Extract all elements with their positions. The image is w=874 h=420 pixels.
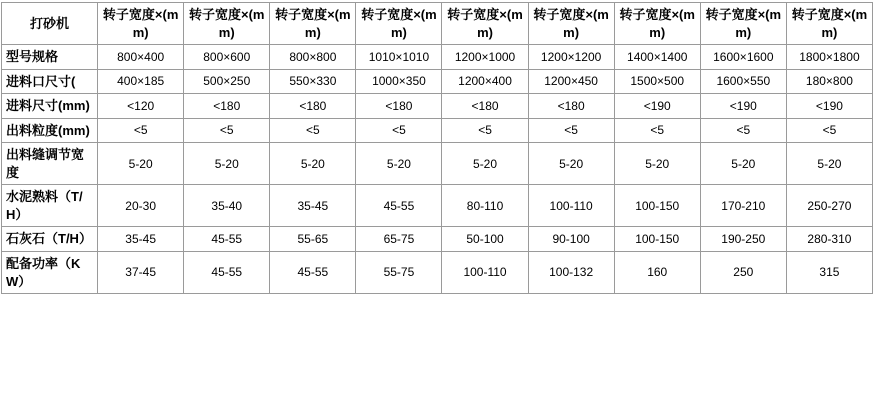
table-cell: <120 — [98, 94, 184, 119]
table-cell: <190 — [700, 94, 786, 119]
table-cell: 5-20 — [98, 143, 184, 185]
column-header: 转子宽度×(mm) — [270, 3, 356, 45]
table-cell: <180 — [356, 94, 442, 119]
table-cell: 5-20 — [442, 143, 528, 185]
row-label: 进料口尺寸( — [2, 69, 98, 94]
table-row — [2, 185, 873, 227]
table-cell: 1000×350 — [356, 69, 442, 94]
row-label: 进料尺寸(mm) — [2, 94, 98, 119]
table-cell: 800×800 — [270, 45, 356, 70]
table-row — [2, 118, 873, 143]
column-header: 转子宽度×(mm) — [442, 3, 528, 45]
table-row — [2, 69, 873, 94]
table-cell: 90-100 — [528, 227, 614, 252]
table-cell: <5 — [614, 118, 700, 143]
table-cell: 5-20 — [528, 143, 614, 185]
table-cell: 1600×1600 — [700, 45, 786, 70]
table-cell: 35-40 — [184, 185, 270, 227]
table-cell: <5 — [98, 118, 184, 143]
table-cell: 1200×1200 — [528, 45, 614, 70]
column-header: 转子宽度×(mm) — [184, 3, 270, 45]
table-corner-label: 打砂机 — [2, 3, 98, 45]
table-cell: <190 — [614, 94, 700, 119]
table-row — [2, 94, 873, 119]
table-cell: 45-55 — [184, 227, 270, 252]
table-cell: 5-20 — [614, 143, 700, 185]
table-cell: 45-55 — [356, 185, 442, 227]
table-cell: <190 — [786, 94, 872, 119]
table-cell: 35-45 — [98, 227, 184, 252]
table-cell: <180 — [528, 94, 614, 119]
row-label: 出料缝调节宽度 — [2, 143, 98, 185]
table-cell: 550×330 — [270, 69, 356, 94]
table-cell: <180 — [442, 94, 528, 119]
table-row — [2, 45, 873, 70]
table-cell: 80-110 — [442, 185, 528, 227]
table-cell: 800×600 — [184, 45, 270, 70]
column-header: 转子宽度×(mm) — [98, 3, 184, 45]
table-cell: 1500×500 — [614, 69, 700, 94]
table-cell: 100-110 — [528, 185, 614, 227]
specification-table — [1, 2, 873, 294]
row-label: 型号规格 — [2, 45, 98, 70]
table-body — [2, 3, 873, 294]
table-cell: <5 — [184, 118, 270, 143]
column-header: 转子宽度×(mm) — [614, 3, 700, 45]
table-cell: 35-45 — [270, 185, 356, 227]
table-cell: 1600×550 — [700, 69, 786, 94]
row-label: 石灰石（T/H） — [2, 227, 98, 252]
table-cell: 55-75 — [356, 252, 442, 294]
table-cell: 500×250 — [184, 69, 270, 94]
table-cell: 1400×1400 — [614, 45, 700, 70]
table-header-row — [2, 3, 873, 45]
column-header: 转子宽度×(mm) — [356, 3, 442, 45]
table-cell: 1800×1800 — [786, 45, 872, 70]
table-cell: 100-132 — [528, 252, 614, 294]
table-row — [2, 252, 873, 294]
table-cell: <180 — [270, 94, 356, 119]
row-label: 出料粒度(mm) — [2, 118, 98, 143]
table-cell: 800×400 — [98, 45, 184, 70]
table-cell: 1010×1010 — [356, 45, 442, 70]
table-cell: <5 — [786, 118, 872, 143]
table-cell: 170-210 — [700, 185, 786, 227]
column-header: 转子宽度×(mm) — [786, 3, 872, 45]
table-cell: 55-65 — [270, 227, 356, 252]
table-cell: 45-55 — [270, 252, 356, 294]
table-cell: 280-310 — [786, 227, 872, 252]
table-cell: 315 — [786, 252, 872, 294]
table-row — [2, 143, 873, 185]
table-cell: 100-150 — [614, 185, 700, 227]
table-cell: 5-20 — [700, 143, 786, 185]
table-cell: 100-150 — [614, 227, 700, 252]
table-cell: <5 — [442, 118, 528, 143]
table-cell: 160 — [614, 252, 700, 294]
table-cell: 5-20 — [270, 143, 356, 185]
table-cell: 190-250 — [700, 227, 786, 252]
table-cell: 250 — [700, 252, 786, 294]
row-label: 配备功率（KW） — [2, 252, 98, 294]
table-cell: 180×800 — [786, 69, 872, 94]
column-header: 转子宽度×(mm) — [700, 3, 786, 45]
table-cell: 1200×450 — [528, 69, 614, 94]
table-cell: 250-270 — [786, 185, 872, 227]
table-row — [2, 227, 873, 252]
table-cell: 1200×1000 — [442, 45, 528, 70]
table-cell: 5-20 — [184, 143, 270, 185]
table-cell: 37-45 — [98, 252, 184, 294]
table-cell: 65-75 — [356, 227, 442, 252]
table-cell: 100-110 — [442, 252, 528, 294]
table-cell: 20-30 — [98, 185, 184, 227]
table-cell: <5 — [528, 118, 614, 143]
table-cell: <5 — [700, 118, 786, 143]
table-cell: <5 — [270, 118, 356, 143]
table-cell: 5-20 — [786, 143, 872, 185]
table-cell: 50-100 — [442, 227, 528, 252]
table-cell: 1200×400 — [442, 69, 528, 94]
table-cell: <5 — [356, 118, 442, 143]
table-cell: 400×185 — [98, 69, 184, 94]
table-cell: 5-20 — [356, 143, 442, 185]
column-header: 转子宽度×(mm) — [528, 3, 614, 45]
row-label: 水泥熟料（T/H） — [2, 185, 98, 227]
table-cell: 45-55 — [184, 252, 270, 294]
table-cell: <180 — [184, 94, 270, 119]
